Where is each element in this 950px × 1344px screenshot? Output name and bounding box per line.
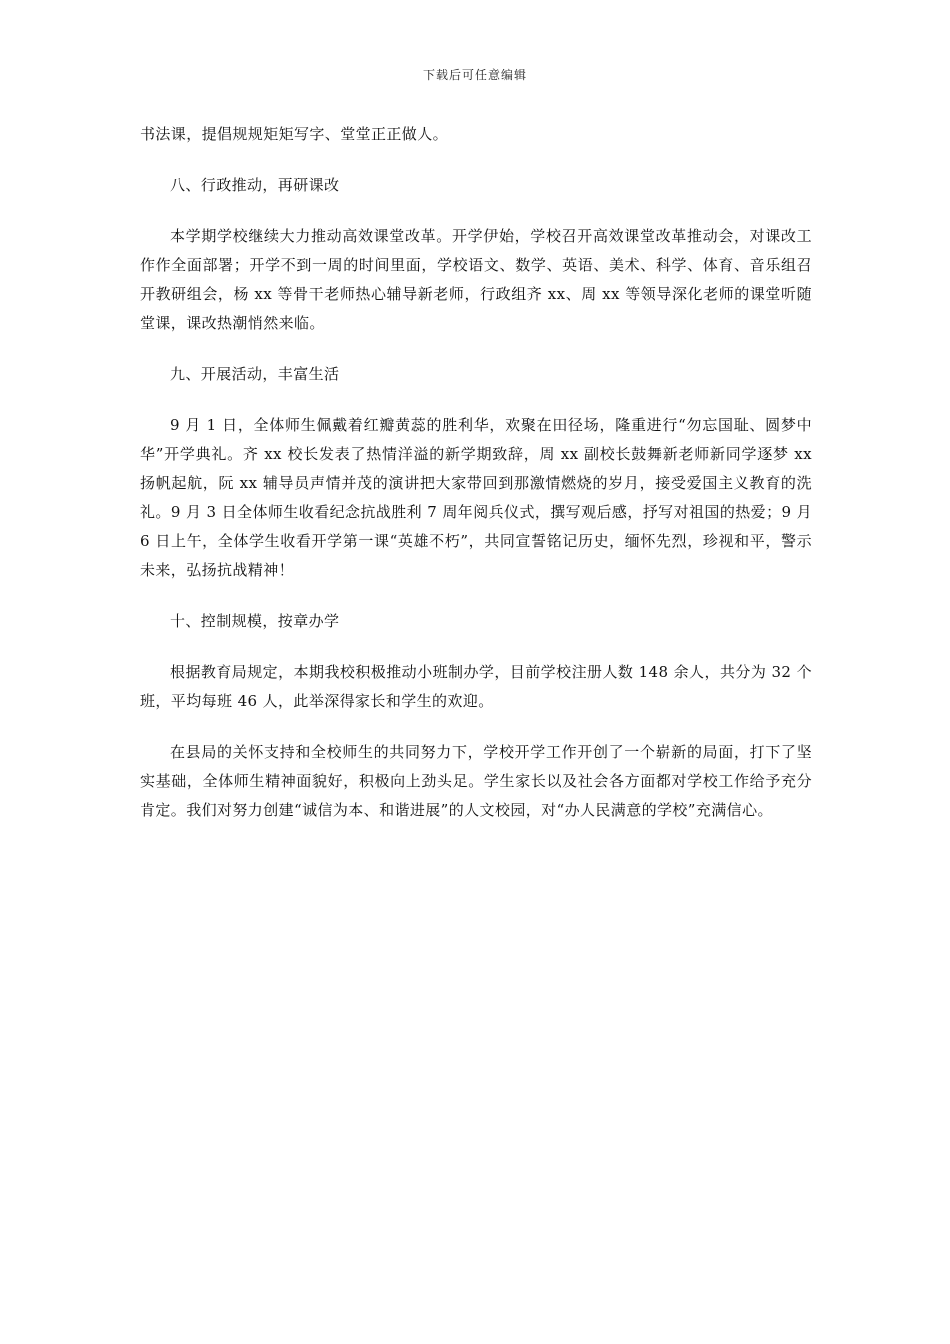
document-body <box>140 120 812 847</box>
paragraph-conclusion: 在县局的关怀支持和全校师生的共同努力下，学校开学工作开创了一个崭新的局面，打下了坚实基础，全体师生精神面貌好，积极向上劲头足。学生家长以及社会各方面都对学校工作给予充分肯定。我们对努力创建“诚信为本、和谐进展”的人文校园，对“办人民满意的学校”充满信心。 <box>140 743 812 819</box>
section-heading-8: 八、行政推动，再研课改 <box>170 176 340 194</box>
section-heading-10: 十、控制规模，按章办学 <box>170 612 340 630</box>
paragraph-section-9: 9 月 1 日，全体师生佩戴着红瓣黄蕊的胜利华，欢聚在田径场，隆重进行“勿忘国耻、圆梦中华”开学典礼。齐 xx 校长发表了热情洋溢的新学期致辞，周 xx 副校长鼓舞新老师新同学逐梦 xx 扬帆起航，阮 xx 辅导员声情并茂的演讲把大家带回到那激情燃烧的岁月，接受爱国主义教育的洗礼。9 月 3 日全体师生收看纪念抗战胜利 7 周年阅兵仪式，撰写观后感，抒写对祖国的热爱；9 月 6 日上午，全体学生收看开学第一课“英雄不朽”，共同宣誓铭记历史，缅怀先烈，珍视和平，警示未来，弘扬抗战精神！ <box>140 416 812 579</box>
header-note: 下载后可任意编辑 <box>422 68 527 82</box>
paragraph-section-10: 根据教育局规定，本期我校积极推动小班制办学，目前学校注册人数 148 余人，共分为 32 个班，平均每班 46 人，此举深得家长和学生的欢迎。 <box>140 663 812 710</box>
section-heading-9: 九、开展活动，丰富生活 <box>170 365 340 383</box>
paragraph-section-8: 本学期学校继续大力推动高效课堂改革。开学伊始，学校召开高效课堂改革推动会，对课改工作作全面部署；开学不到一周的时间里面，学校语文、数学、英语、美术、科学、体育、音乐组召开教研组会，杨 xx 等骨干老师热心辅导新老师，行政组齐 xx、周 xx 等领导深化老师的课堂听随堂课，课改热潮悄然来临。 <box>140 227 812 332</box>
paragraph-continuation: 书法课，提倡规规矩矩写字、堂堂正正做人。 <box>140 125 449 143</box>
